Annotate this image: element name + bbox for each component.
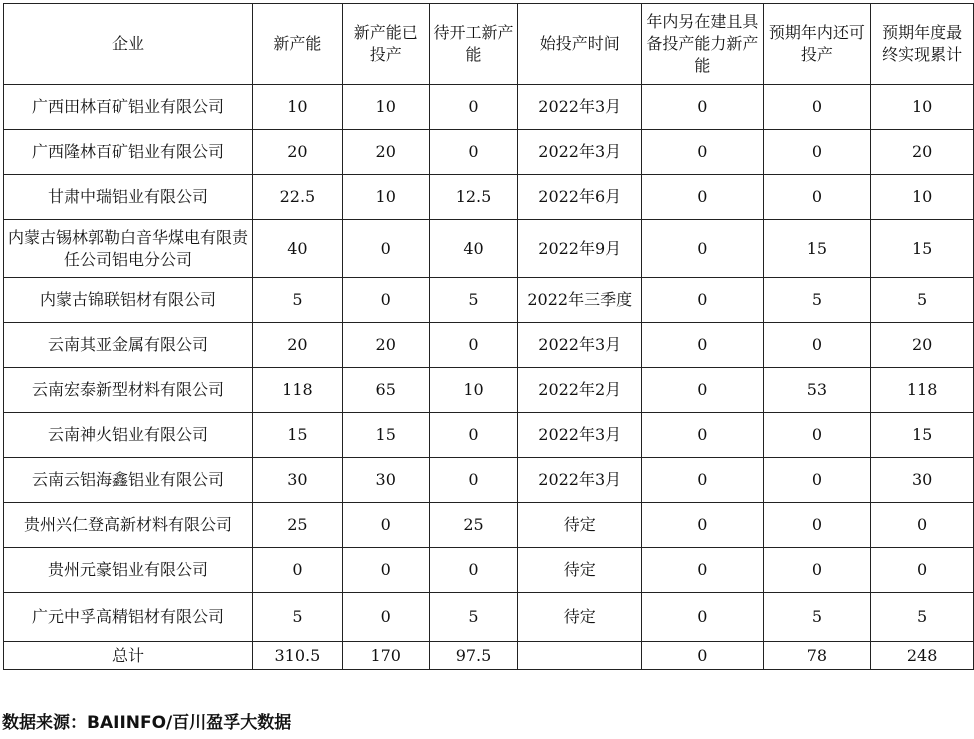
- value-cell: 待定: [518, 503, 642, 548]
- value-cell: 0: [429, 413, 518, 458]
- value-cell: 53: [763, 368, 871, 413]
- total-label: 总计: [4, 642, 253, 670]
- value-cell: 15: [871, 220, 974, 278]
- value-cell: 30: [871, 458, 974, 503]
- value-cell: 0: [342, 278, 429, 323]
- value-cell: 0: [642, 130, 764, 175]
- table-row: [4, 220, 974, 278]
- value-cell: 0: [871, 548, 974, 593]
- value-cell: 2022年3月: [518, 323, 642, 368]
- value-cell: 30: [342, 458, 429, 503]
- company-cell: 广西田林百矿铝业有限公司: [4, 85, 253, 130]
- table-row: [4, 278, 974, 323]
- value-cell: 0: [429, 130, 518, 175]
- column-header: 企业: [4, 4, 253, 85]
- company-cell: 云南云铝海鑫铝业有限公司: [4, 458, 253, 503]
- value-cell: 5: [763, 593, 871, 642]
- value-cell: 5: [763, 278, 871, 323]
- total-row: [4, 642, 974, 670]
- column-header: 新产能: [253, 4, 343, 85]
- value-cell: 20: [253, 323, 343, 368]
- value-cell: 10: [871, 175, 974, 220]
- value-cell: 2022年3月: [518, 458, 642, 503]
- value-cell: 20: [342, 130, 429, 175]
- value-cell: 2022年3月: [518, 85, 642, 130]
- total-cell: 248: [871, 642, 974, 670]
- total-cell: 170: [342, 642, 429, 670]
- value-cell: 0: [642, 368, 764, 413]
- value-cell: 65: [342, 368, 429, 413]
- value-cell: 0: [429, 458, 518, 503]
- table-body: [4, 85, 974, 670]
- value-cell: 0: [763, 175, 871, 220]
- value-cell: 0: [763, 85, 871, 130]
- table-row: [4, 175, 974, 220]
- value-cell: 5: [429, 593, 518, 642]
- total-cell: 97.5: [429, 642, 518, 670]
- company-cell: 云南其亚金属有限公司: [4, 323, 253, 368]
- capacity-table: [3, 3, 974, 670]
- value-cell: 40: [253, 220, 343, 278]
- value-cell: 0: [642, 220, 764, 278]
- value-cell: 0: [763, 548, 871, 593]
- table-row: [4, 85, 974, 130]
- value-cell: 118: [871, 368, 974, 413]
- total-cell: 0: [642, 642, 764, 670]
- value-cell: 0: [642, 593, 764, 642]
- value-cell: 0: [763, 130, 871, 175]
- value-cell: 10: [342, 85, 429, 130]
- table-row: [4, 548, 974, 593]
- column-header: 预期年度最终实现累计: [871, 4, 974, 85]
- value-cell: 0: [429, 85, 518, 130]
- company-cell: 广元中孚高精铝材有限公司: [4, 593, 253, 642]
- total-cell: 310.5: [253, 642, 343, 670]
- header-row: [4, 4, 974, 85]
- value-cell: 0: [642, 175, 764, 220]
- total-cell: [518, 642, 642, 670]
- value-cell: 0: [763, 413, 871, 458]
- value-cell: 0: [642, 458, 764, 503]
- value-cell: 待定: [518, 548, 642, 593]
- value-cell: 0: [642, 278, 764, 323]
- company-cell: 内蒙古锡林郭勒白音华煤电有限责任公司铝电分公司: [4, 220, 253, 278]
- value-cell: 15: [342, 413, 429, 458]
- value-cell: 0: [642, 548, 764, 593]
- table-row: [4, 593, 974, 642]
- value-cell: 待定: [518, 593, 642, 642]
- value-cell: 22.5: [253, 175, 343, 220]
- value-cell: 0: [763, 458, 871, 503]
- value-cell: 15: [763, 220, 871, 278]
- company-cell: 云南神火铝业有限公司: [4, 413, 253, 458]
- value-cell: 0: [342, 503, 429, 548]
- company-cell: 广西隆林百矿铝业有限公司: [4, 130, 253, 175]
- value-cell: 15: [253, 413, 343, 458]
- column-header: 始投产时间: [518, 4, 642, 85]
- value-cell: 20: [871, 323, 974, 368]
- table-row: [4, 458, 974, 503]
- value-cell: 0: [342, 220, 429, 278]
- total-cell: 78: [763, 642, 871, 670]
- value-cell: 20: [342, 323, 429, 368]
- value-cell: 15: [871, 413, 974, 458]
- column-header: 预期年内还可投产: [763, 4, 871, 85]
- value-cell: 2022年3月: [518, 413, 642, 458]
- value-cell: 10: [253, 85, 343, 130]
- value-cell: 0: [871, 503, 974, 548]
- source-note: 数据来源：BAIINFO/百川盈孚大数据: [2, 713, 292, 733]
- value-cell: 5: [871, 278, 974, 323]
- column-header: 年内另在建且具备投产能力新产能: [642, 4, 764, 85]
- table-row: [4, 368, 974, 413]
- value-cell: 0: [642, 413, 764, 458]
- table-row: [4, 413, 974, 458]
- company-cell: 贵州元豪铝业有限公司: [4, 548, 253, 593]
- value-cell: 2022年9月: [518, 220, 642, 278]
- column-header: 待开工新产能: [429, 4, 518, 85]
- value-cell: 40: [429, 220, 518, 278]
- value-cell: 2022年6月: [518, 175, 642, 220]
- column-header: 新产能已投产: [342, 4, 429, 85]
- value-cell: 5: [429, 278, 518, 323]
- company-cell: 甘肃中瑞铝业有限公司: [4, 175, 253, 220]
- table-row: [4, 130, 974, 175]
- value-cell: 2022年三季度: [518, 278, 642, 323]
- value-cell: 5: [253, 278, 343, 323]
- value-cell: 20: [871, 130, 974, 175]
- value-cell: 0: [429, 548, 518, 593]
- value-cell: 0: [642, 85, 764, 130]
- company-cell: 内蒙古锦联铝材有限公司: [4, 278, 253, 323]
- value-cell: 5: [253, 593, 343, 642]
- value-cell: 0: [642, 323, 764, 368]
- value-cell: 30: [253, 458, 343, 503]
- value-cell: 118: [253, 368, 343, 413]
- value-cell: 0: [342, 593, 429, 642]
- value-cell: 10: [429, 368, 518, 413]
- value-cell: 0: [642, 503, 764, 548]
- value-cell: 2022年2月: [518, 368, 642, 413]
- value-cell: 0: [253, 548, 343, 593]
- value-cell: 10: [871, 85, 974, 130]
- value-cell: 12.5: [429, 175, 518, 220]
- value-cell: 25: [253, 503, 343, 548]
- value-cell: 10: [342, 175, 429, 220]
- table-row: [4, 323, 974, 368]
- value-cell: 5: [871, 593, 974, 642]
- value-cell: 0: [763, 503, 871, 548]
- company-cell: 贵州兴仁登高新材料有限公司: [4, 503, 253, 548]
- value-cell: 0: [763, 323, 871, 368]
- value-cell: 20: [253, 130, 343, 175]
- value-cell: 0: [342, 548, 429, 593]
- value-cell: 25: [429, 503, 518, 548]
- value-cell: 2022年3月: [518, 130, 642, 175]
- value-cell: 0: [429, 323, 518, 368]
- table-row: [4, 503, 974, 548]
- company-cell: 云南宏泰新型材料有限公司: [4, 368, 253, 413]
